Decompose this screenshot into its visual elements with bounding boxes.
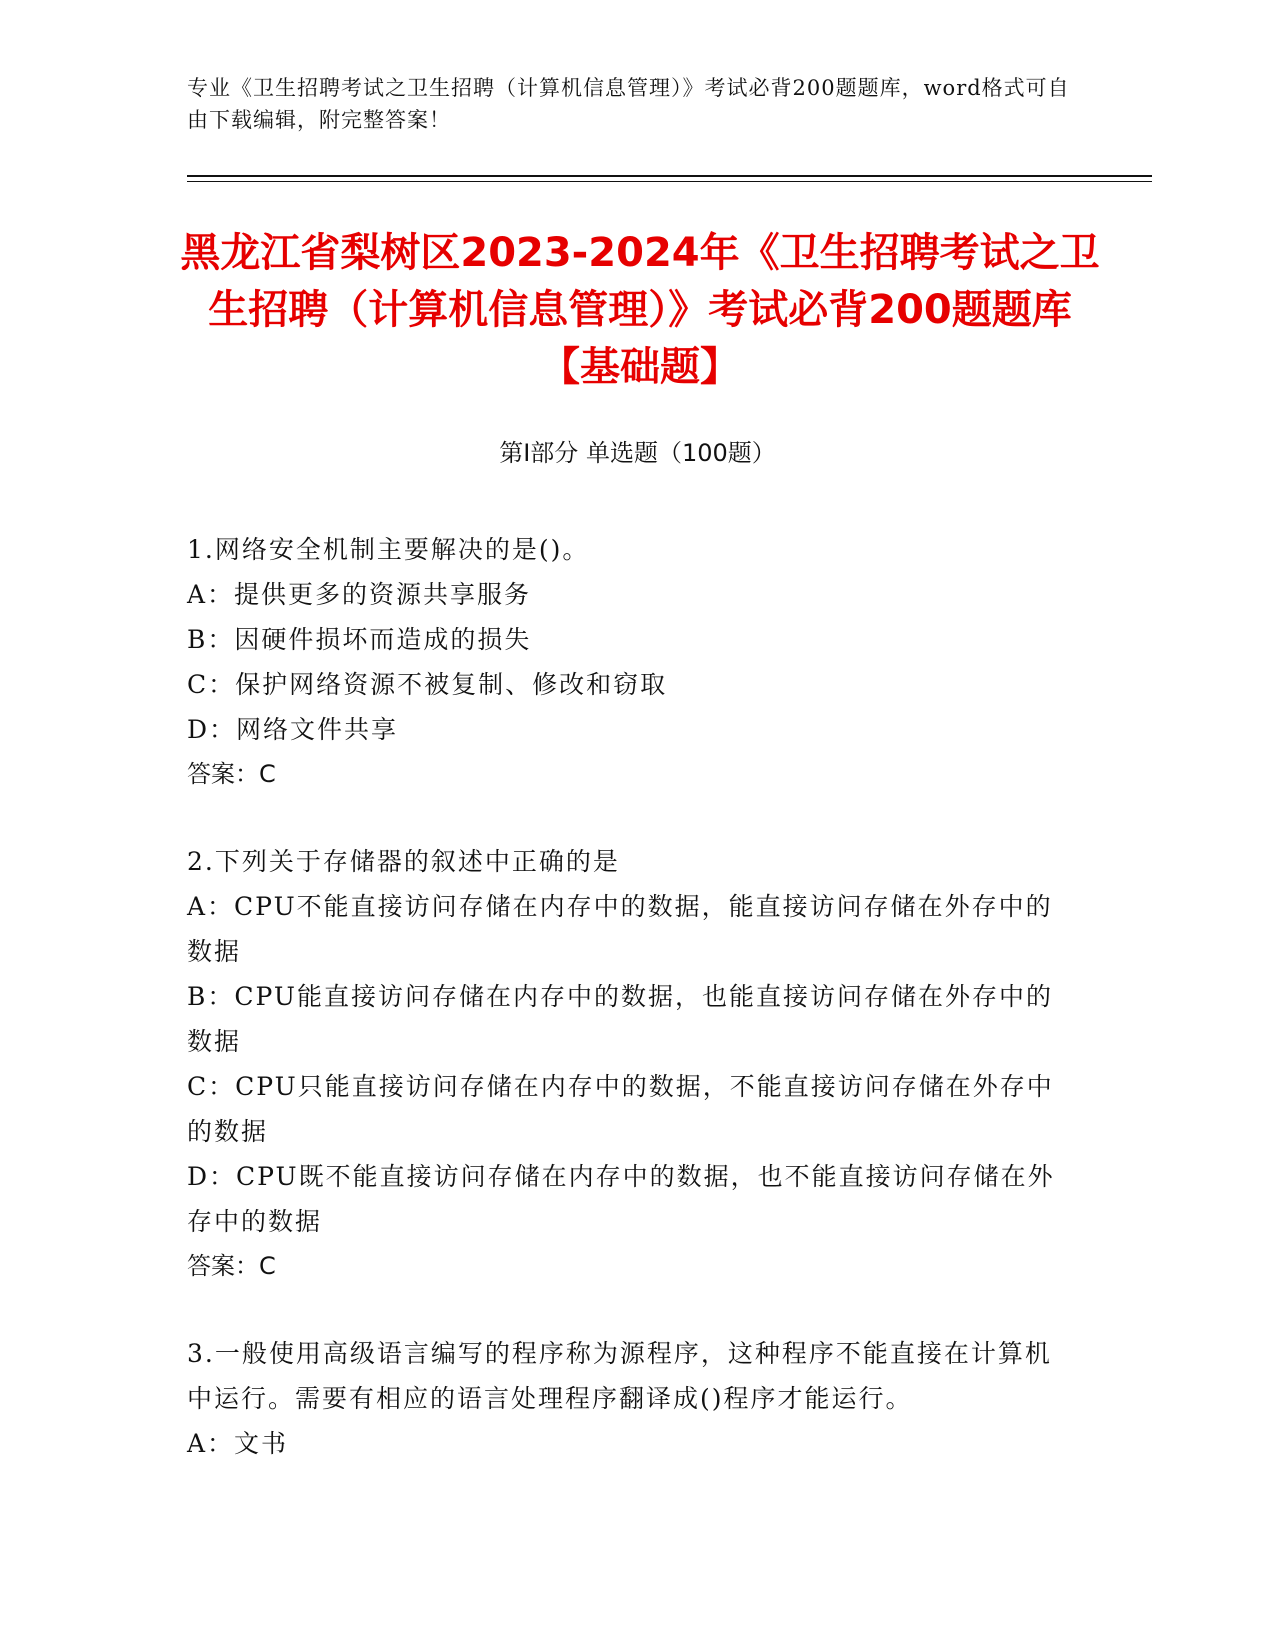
- question-list: [187, 527, 1067, 1508]
- section-heading: 第Ⅰ部分 单选题（100题）: [499, 439, 776, 467]
- header-divider-thin: [187, 181, 1152, 182]
- option-b: B：因硬件损坏而造成的损失: [187, 625, 532, 654]
- option-d: D：网络文件共享: [187, 715, 399, 744]
- header-divider: [187, 175, 1152, 177]
- question-3: [187, 1331, 1067, 1466]
- option-a: A：文书: [187, 1429, 289, 1458]
- option-c: C：CPU只能直接访问存储在内存中的数据，不能直接访问存储在外存中的数据: [187, 1072, 1054, 1146]
- answer-line: 答案：C: [187, 1252, 276, 1280]
- document-title: 黑龙江省梨树区2023-2024年《卫生招聘考试之卫生招聘（计算机信息管理）》考试必背200题题库【基础题】: [180, 230, 1100, 390]
- question-2: [187, 839, 1067, 1289]
- option-a: A：CPU不能直接访问存储在内存中的数据，能直接访问存储在外存中的数据: [187, 892, 1053, 966]
- question-1: [187, 527, 1067, 797]
- answer-line: 答案：C: [187, 760, 276, 788]
- question-stem: 2.下列关于存储器的叙述中正确的是: [187, 847, 620, 876]
- header-note: 专业《卫生招聘考试之卫生招聘（计算机信息管理）》考试必背200题题库，word格式可自由下载编辑，附完整答案！: [187, 76, 1070, 132]
- option-a: A：提供更多的资源共享服务: [187, 580, 532, 609]
- question-stem: 1.网络安全机制主要解决的是()。: [187, 535, 590, 564]
- option-c: C：保护网络资源不被复制、修改和窃取: [187, 670, 668, 699]
- question-stem: 3.一般使用高级语言编写的程序称为源程序，这种程序不能直接在计算机中运行。需要有相应的语言处理程序翻译成()程序才能运行。: [187, 1339, 1052, 1413]
- option-b: B：CPU能直接访问存储在内存中的数据，也能直接访问存储在外存中的数据: [187, 982, 1053, 1056]
- option-d: D：CPU既不能直接访问存储在内存中的数据，也不能直接访问存储在外存中的数据: [187, 1162, 1055, 1236]
